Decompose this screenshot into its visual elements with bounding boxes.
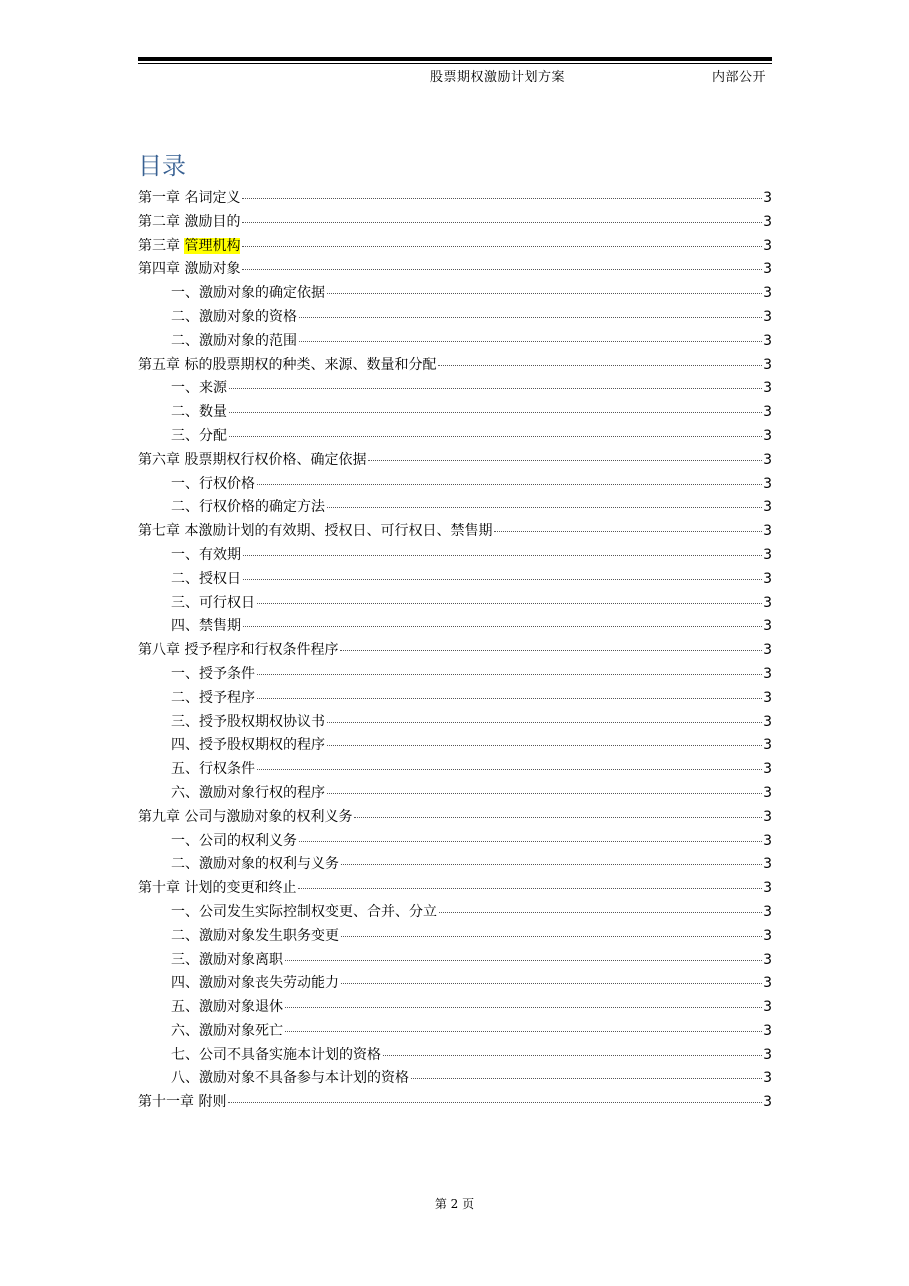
toc-entry[interactable] [138, 901, 772, 925]
toc-entry[interactable] [138, 306, 772, 330]
toc-entry-label [138, 806, 353, 830]
toc-entry-page: 3 [763, 380, 772, 397]
toc-entry-label [138, 211, 241, 235]
toc-entry-page: 3 [763, 713, 772, 730]
toc-dot-leader [229, 387, 762, 389]
toc-entry-label [171, 568, 242, 592]
toc-entry[interactable] [138, 449, 772, 473]
toc-dot-leader [243, 625, 762, 627]
table-of-contents [138, 187, 772, 1115]
toc-entry-text: 本激励计划的有效期、授权日、可行权日、禁售期 [184, 523, 493, 540]
toc-entry-label [171, 1044, 382, 1068]
toc-dot-leader [228, 1101, 762, 1103]
toc-entry[interactable] [138, 401, 772, 425]
toc-entry-text: 管理机构 [184, 237, 241, 254]
toc-entry-page: 3 [763, 523, 772, 540]
toc-entry-prefix: 二、 [171, 499, 199, 516]
toc-entry-prefix: 第十一章 [138, 1094, 199, 1111]
toc-dot-leader [368, 459, 762, 461]
toc-entry[interactable] [138, 853, 772, 877]
toc-dot-leader [494, 530, 762, 532]
toc-entry-label [171, 1020, 284, 1044]
toc-entry-text: 数量 [199, 404, 227, 421]
toc-entry-page: 3 [763, 808, 772, 825]
toc-entry-text: 名词定义 [184, 190, 241, 206]
toc-dot-leader [285, 1030, 762, 1032]
toc-entry-page: 3 [763, 451, 772, 468]
toc-entry-prefix: 第四章 [138, 261, 185, 278]
toc-dot-leader [257, 697, 762, 699]
toc-entry-prefix: 二、 [171, 308, 199, 325]
toc-dot-leader [438, 364, 762, 366]
toc-dot-leader [340, 649, 762, 651]
toc-entry-text: 来源 [199, 380, 227, 397]
toc-dot-leader [299, 340, 762, 342]
toc-entry-text: 激励对象死亡 [199, 1022, 283, 1039]
toc-entry-page: 3 [763, 570, 772, 587]
toc-entry-text: 行权条件 [199, 761, 255, 778]
toc-dot-leader [439, 911, 762, 913]
toc-entry-text: 标的股票期权的种类、来源、数量和分配 [184, 356, 437, 373]
toc-entry-label [171, 901, 438, 925]
toc-dot-leader [341, 982, 762, 984]
toc-entry-prefix: 五、 [171, 999, 199, 1016]
toc-entry[interactable] [138, 1067, 772, 1091]
toc-entry-page: 3 [763, 737, 772, 754]
toc-entry-label [138, 449, 367, 473]
toc-dot-leader [299, 840, 762, 842]
toc-entry-page: 3 [763, 951, 772, 968]
toc-entry-text: 授予股权期权协议书 [199, 713, 325, 730]
toc-entry-prefix: 第二章 [138, 213, 185, 230]
toc-dot-leader [341, 935, 762, 937]
toc-entry-label [171, 711, 326, 735]
toc-entry-prefix: 四、 [171, 737, 199, 754]
toc-entry-label [171, 377, 228, 401]
toc-entry-page: 3 [763, 499, 772, 516]
toc-entry-text: 激励对象行权的程序 [199, 784, 325, 801]
toc-entry-label [171, 830, 298, 854]
toc-entry[interactable] [138, 473, 772, 497]
toc-dot-leader [341, 863, 762, 865]
toc-entry-label [171, 972, 340, 996]
toc-entry-text: 激励对象的范围 [199, 332, 297, 349]
toc-entry-prefix: 三、 [171, 713, 199, 730]
toc-entry[interactable] [138, 972, 772, 996]
toc-entry-prefix: 二、 [171, 856, 199, 873]
toc-entry-page: 3 [763, 880, 772, 897]
toc-entry-prefix: 四、 [171, 618, 199, 635]
toc-entry-page: 3 [763, 308, 772, 325]
toc-entry-label [138, 354, 437, 378]
toc-dot-leader [242, 221, 762, 223]
header-title: 股票期权激励计划方案 [430, 70, 566, 85]
toc-entry-prefix: 一、 [171, 546, 199, 563]
toc-entry-page: 3 [763, 475, 772, 492]
toc-entry-label [171, 401, 228, 425]
toc-entry-page: 3 [763, 761, 772, 778]
toc-entry-label [171, 544, 242, 568]
toc-entry-prefix: 第八章 [138, 642, 185, 659]
toc-entry-page: 3 [763, 546, 772, 563]
toc-entry[interactable] [138, 949, 772, 973]
toc-dot-leader [327, 506, 762, 508]
toc-entry-prefix: 三、 [171, 951, 199, 968]
toc-entry-label [171, 1067, 410, 1091]
toc-entry-label [171, 663, 256, 687]
toc-entry-prefix: 第九章 [138, 808, 185, 825]
toc-entry[interactable] [138, 711, 772, 735]
toc-heading: 目录 [138, 152, 186, 180]
toc-entry[interactable] [138, 1020, 772, 1044]
toc-dot-leader [327, 744, 762, 746]
toc-entry-prefix: 七、 [171, 1046, 199, 1063]
toc-entry-text: 激励对象离职 [199, 951, 283, 968]
toc-dot-leader [257, 768, 762, 770]
toc-entry-page: 3 [763, 332, 772, 349]
toc-entry-prefix: 一、 [171, 665, 199, 682]
toc-entry[interactable] [138, 830, 772, 854]
toc-entry-page: 3 [763, 190, 772, 206]
toc-entry-page: 3 [763, 903, 772, 920]
toc-entry-page: 3 [763, 427, 772, 444]
toc-entry-text: 授予股权期权的程序 [199, 737, 325, 754]
toc-entry-label [138, 877, 297, 901]
toc-entry-page: 3 [763, 927, 772, 944]
toc-entry-text: 禁售期 [199, 618, 241, 635]
toc-entry-text: 激励对象的资格 [199, 308, 297, 325]
page-number: 第 2 页 [434, 1197, 475, 1211]
toc-entry-text: 股票期权行权价格、确定依据 [184, 451, 367, 468]
toc-entry-prefix: 第六章 [138, 451, 185, 468]
toc-dot-leader [327, 721, 762, 723]
toc-entry-prefix: 六、 [171, 784, 199, 801]
toc-entry-text: 公司不具备实施本计划的资格 [199, 1046, 381, 1063]
toc-entry-prefix: 一、 [171, 285, 199, 302]
toc-entry-label [138, 235, 241, 259]
toc-entry[interactable] [138, 734, 772, 758]
toc-entry-prefix: 第一章 [138, 190, 185, 206]
toc-entry-prefix: 三、 [171, 427, 199, 444]
toc-entry[interactable] [138, 925, 772, 949]
toc-entry[interactable] [138, 187, 772, 211]
toc-entry-prefix: 第三章 [138, 237, 185, 254]
toc-entry-prefix: 二、 [171, 570, 199, 587]
toc-entry-text: 授予程序 [199, 689, 255, 706]
toc-entry[interactable] [138, 687, 772, 711]
toc-entry-text: 激励对象不具备参与本计划的资格 [199, 1070, 409, 1087]
toc-entry-label [171, 996, 284, 1020]
toc-dot-leader [285, 1006, 762, 1008]
toc-entry[interactable] [138, 568, 772, 592]
toc-entry-text: 公司与激励对象的权利义务 [184, 808, 353, 825]
toc-entry-label [138, 1091, 227, 1115]
toc-entry-page: 3 [763, 1022, 772, 1039]
toc-entry-label [171, 615, 242, 639]
toc-entry-text: 分配 [199, 427, 227, 444]
toc-entry-label [171, 925, 340, 949]
toc-entry-prefix: 四、 [171, 975, 199, 992]
toc-entry[interactable] [138, 1091, 772, 1115]
toc-entry[interactable] [138, 758, 772, 782]
toc-entry-page: 3 [763, 784, 772, 801]
toc-entry[interactable] [138, 996, 772, 1020]
toc-entry-text: 计划的变更和终止 [184, 880, 297, 897]
toc-entry-text: 公司发生实际控制权变更、合并、分立 [199, 903, 437, 920]
toc-dot-leader [299, 316, 762, 318]
toc-entry[interactable] [138, 425, 772, 449]
toc-entry-text: 行权价格 [199, 475, 255, 492]
toc-entry[interactable] [138, 806, 772, 830]
toc-entry-page: 3 [763, 642, 772, 659]
toc-entry-text: 激励对象丧失劳动能力 [199, 975, 339, 992]
toc-entry-text: 授予条件 [199, 665, 255, 682]
toc-entry-label [171, 734, 326, 758]
toc-entry[interactable] [138, 354, 772, 378]
toc-entry-text: 附则 [198, 1094, 227, 1111]
toc-entry-prefix: 二、 [171, 404, 199, 421]
toc-entry-prefix: 一、 [171, 475, 199, 492]
toc-entry[interactable] [138, 258, 772, 282]
toc-entry-prefix: 第十章 [138, 880, 185, 897]
toc-entry-label [171, 330, 298, 354]
toc-entry-prefix: 三、 [171, 594, 199, 611]
toc-entry-prefix: 六、 [171, 1022, 199, 1039]
toc-entry-text: 激励对象的权利与义务 [199, 856, 339, 873]
toc-entry-label [171, 473, 256, 497]
toc-dot-leader [243, 578, 762, 580]
toc-entry-text: 公司的权利义务 [199, 832, 297, 849]
toc-entry[interactable] [138, 211, 772, 235]
toc-entry-prefix: 第七章 [138, 523, 185, 540]
toc-dot-leader [327, 292, 762, 294]
toc-entry[interactable] [138, 496, 772, 520]
toc-entry-label [171, 592, 256, 616]
toc-entry-page: 3 [763, 237, 772, 254]
toc-entry[interactable] [138, 544, 772, 568]
toc-entry-label [171, 306, 298, 330]
header-rule-thin [138, 63, 772, 64]
toc-entry-page: 3 [763, 356, 772, 373]
toc-entry-page: 3 [763, 665, 772, 682]
toc-entry[interactable] [138, 877, 772, 901]
toc-entry-text: 授权日 [199, 570, 241, 587]
toc-entry-page: 3 [763, 285, 772, 302]
toc-entry-label [138, 258, 241, 282]
toc-entry-text: 激励对象 [184, 261, 241, 278]
toc-entry[interactable] [138, 615, 772, 639]
toc-entry-prefix: 一、 [171, 380, 199, 397]
toc-entry-page: 3 [763, 689, 772, 706]
toc-entry-text: 有效期 [199, 546, 241, 563]
toc-entry-prefix: 二、 [171, 689, 199, 706]
toc-entry-page: 3 [763, 1094, 772, 1111]
toc-entry-text: 授予程序和行权条件程序 [184, 642, 339, 659]
toc-entry-page: 3 [763, 856, 772, 873]
toc-dot-leader [285, 959, 762, 961]
toc-dot-leader [257, 483, 762, 485]
toc-entry-page: 3 [763, 832, 772, 849]
toc-entry-prefix: 五、 [171, 761, 199, 778]
toc-dot-leader [298, 887, 762, 889]
toc-dot-leader [383, 1054, 762, 1056]
toc-entry-text: 激励对象退休 [199, 999, 283, 1016]
header-classification: 内部公开 [712, 70, 767, 85]
toc-dot-leader [242, 245, 762, 247]
toc-dot-leader [257, 673, 762, 675]
toc-entry-prefix: 第五章 [138, 356, 185, 373]
toc-entry-page: 3 [763, 404, 772, 421]
toc-entry-page: 3 [763, 213, 772, 230]
toc-entry-text: 激励对象的确定依据 [199, 285, 325, 302]
toc-entry-text: 激励对象发生职务变更 [199, 927, 339, 944]
toc-dot-leader [257, 602, 762, 604]
toc-dot-leader [327, 792, 762, 794]
toc-entry-page: 3 [763, 261, 772, 278]
toc-entry-label [138, 187, 241, 211]
toc-entry-text: 激励目的 [184, 213, 241, 230]
toc-entry-label [171, 687, 256, 711]
toc-dot-leader [354, 816, 762, 818]
toc-entry-page: 3 [763, 1070, 772, 1087]
toc-entry-prefix: 一、 [171, 903, 199, 920]
toc-dot-leader [242, 268, 762, 270]
toc-dot-leader [411, 1077, 762, 1079]
toc-entry-text: 可行权日 [199, 594, 255, 611]
toc-entry-label [171, 758, 256, 782]
header-rule-thick [138, 57, 772, 61]
toc-dot-leader [229, 411, 762, 413]
toc-entry-prefix: 八、 [171, 1070, 199, 1087]
toc-entry-prefix: 二、 [171, 332, 199, 349]
toc-entry-prefix: 二、 [171, 927, 199, 944]
toc-entry[interactable] [138, 782, 772, 806]
toc-entry[interactable] [138, 282, 772, 306]
toc-entry-label [138, 520, 493, 544]
toc-entry-page: 3 [763, 618, 772, 635]
toc-entry-prefix: 一、 [171, 832, 199, 849]
toc-dot-leader [229, 435, 762, 437]
toc-entry-page: 3 [763, 1046, 772, 1063]
toc-entry-label [171, 425, 228, 449]
toc-entry-page: 3 [763, 999, 772, 1016]
toc-entry-text: 行权价格的确定方法 [199, 499, 325, 516]
toc-dot-leader [242, 197, 762, 199]
toc-entry[interactable] [138, 520, 772, 544]
toc-entry-label [171, 282, 326, 306]
toc-entry[interactable] [138, 377, 772, 401]
toc-dot-leader [243, 554, 762, 556]
toc-entry-label [171, 782, 326, 806]
toc-entry-label [171, 853, 340, 877]
toc-entry-page: 3 [763, 594, 772, 611]
toc-entry[interactable] [138, 1044, 772, 1068]
toc-entry[interactable] [138, 639, 772, 663]
toc-entry[interactable] [138, 592, 772, 616]
toc-entry-page: 3 [763, 975, 772, 992]
toc-entry-label [171, 949, 284, 973]
toc-entry[interactable] [138, 330, 772, 354]
toc-entry-label [171, 496, 326, 520]
toc-entry[interactable] [138, 235, 772, 259]
toc-entry-label [138, 639, 339, 663]
toc-entry[interactable] [138, 663, 772, 687]
